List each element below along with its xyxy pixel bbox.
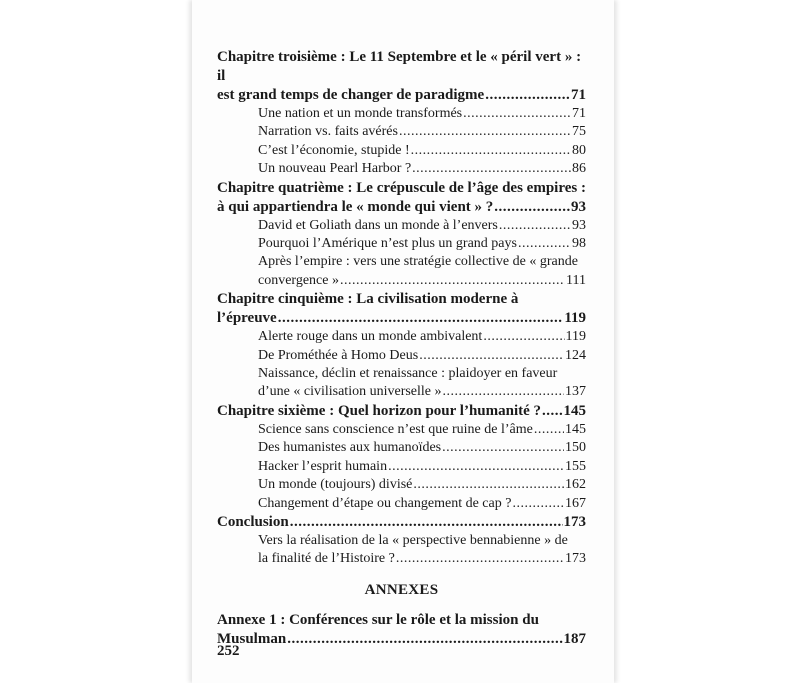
page-number: 86 [572,161,586,177]
dot-leader [411,142,571,160]
toc-chapter-5 [217,290,586,328]
toc-entry-title: Hacker l’esprit humain [258,458,388,474]
page-number: 173 [563,513,586,530]
toc-chapter-title: Chapitre quatrième : Le crépuscule de l’âge des empires : [217,179,586,196]
page-number: 145 [565,421,586,437]
toc-entry [258,160,586,178]
toc-chapter-4 [217,179,586,217]
dot-leader [412,160,571,178]
page-number: 155 [565,458,586,474]
toc-entry-title: Alerte rouge dans un monde ambivalent [258,329,483,345]
toc-conclusion [217,513,586,532]
toc-chapter-title: Chapitre troisième : Le 11 Septembre et le « péril vert » : il [217,49,582,84]
toc-entry [258,458,586,476]
dot-leader [419,347,564,365]
toc-chapter-title-cont: à qui appartiendra le « monde qui vient » ? [217,198,494,215]
dot-leader [534,421,564,439]
page-number: 167 [565,495,586,511]
table-of-contents [217,48,586,649]
toc-chapter-title: Chapitre sixième : Quel horizon pour l’humanité ? [217,402,542,419]
toc-entry-title: Vers la réalisation de la « perspective bennabienne » de [258,532,568,548]
dot-leader [483,328,564,346]
page-number: 111 [566,272,586,288]
toc-entry-title: Un monde (toujours) divisé [258,477,413,493]
dot-leader [542,402,562,421]
toc-entry [258,235,586,253]
toc-entry-title: David et Goliath dans un monde à l’envers [258,217,498,233]
toc-entry [258,123,586,141]
dot-leader [399,123,571,141]
toc-entry [258,421,586,439]
toc-chapter-title-cont: est grand temps de changer de paradigme [217,87,485,103]
toc-chapter-6 [217,402,586,421]
toc-annex-1 [217,611,586,649]
dot-leader [442,439,564,457]
dot-leader [290,513,563,532]
dot-leader [278,309,564,328]
page-number: 119 [565,329,586,345]
dot-leader [287,630,562,649]
dot-leader [413,476,564,494]
page-number: 80 [572,142,586,158]
page-number: 173 [565,551,586,567]
folio-page-number: 252 [217,643,240,659]
toc-entry [258,328,586,346]
toc-entry [258,476,586,494]
toc-chapter-title: Annexe 1 : Conférences sur le rôle et la mission du [217,611,539,628]
dot-leader [518,235,571,253]
toc-entry-title: Narration vs. faits avérés [258,124,398,140]
toc-entry-title: Science sans conscience n’est que ruine de l’âme [258,421,533,437]
toc-entry-title: Pourquoi l’Amérique n’est plus un grand pays [258,236,517,252]
page-number: 98 [572,236,586,252]
dot-leader [443,383,564,401]
toc-entry-title-cont: d’une « civilisation universelle » [258,384,442,400]
page-number: 187 [563,630,586,647]
page-number: 71 [571,87,586,103]
toc-chapter-title-cont: l’épreuve [217,310,277,327]
page-number: 124 [565,347,586,363]
page-number: 137 [565,384,586,400]
toc-entry-title: Un nouveau Pearl Harbor ? [258,161,412,177]
annexes-heading: ANNEXES [364,581,439,598]
page-number: 93 [572,217,586,233]
toc-entry [258,253,586,290]
page-number: 119 [564,310,586,327]
page-number: 162 [565,477,586,493]
dot-leader [396,550,564,568]
toc-entry-title-cont: la finalité de l’Histoire ? [258,551,395,567]
toc-entry-title-cont: convergence » [258,272,339,288]
toc-chapter-title: Conclusion [217,513,289,530]
dot-leader [512,495,564,513]
toc-entry [258,532,586,569]
toc-entry-title: De Prométhée à Homo Deus [258,347,419,363]
toc-entry-title: Changement d’étape ou changement de cap ? [258,495,512,511]
page-number: 71 [572,106,586,121]
page-number: 145 [563,402,586,419]
toc-entry [258,142,586,160]
toc-chapter-3 [217,48,586,105]
page-number: 93 [571,198,586,215]
dot-leader [485,86,570,105]
page-number: 75 [572,124,586,140]
toc-entry-title: Une nation et un monde transformés [258,106,463,121]
toc-chapter-title-cont: Musulman [217,630,287,647]
dot-leader [499,217,571,235]
toc-entry [258,347,586,365]
toc-entry [258,365,586,402]
toc-entry-title: C’est l’économie, stupide ! [258,142,410,158]
toc-entry-title: Naissance, déclin et renaissance : plaidoyer en faveur [258,366,558,382]
toc-entry-title: Des humanistes aux humanoïdes [258,440,442,456]
dot-leader [340,272,565,290]
toc-entry [258,105,586,123]
toc-entry [258,217,586,235]
dot-leader [388,458,564,476]
toc-chapter-title: Chapitre cinquième : La civilisation moderne à [217,291,519,308]
dot-leader [463,105,571,123]
page-number: 150 [565,440,586,456]
dot-leader [494,198,570,217]
toc-entry [258,439,586,457]
toc-entry-title: Après l’empire : vers une stratégie collective de « grande [258,254,578,270]
toc-entry [258,495,586,513]
